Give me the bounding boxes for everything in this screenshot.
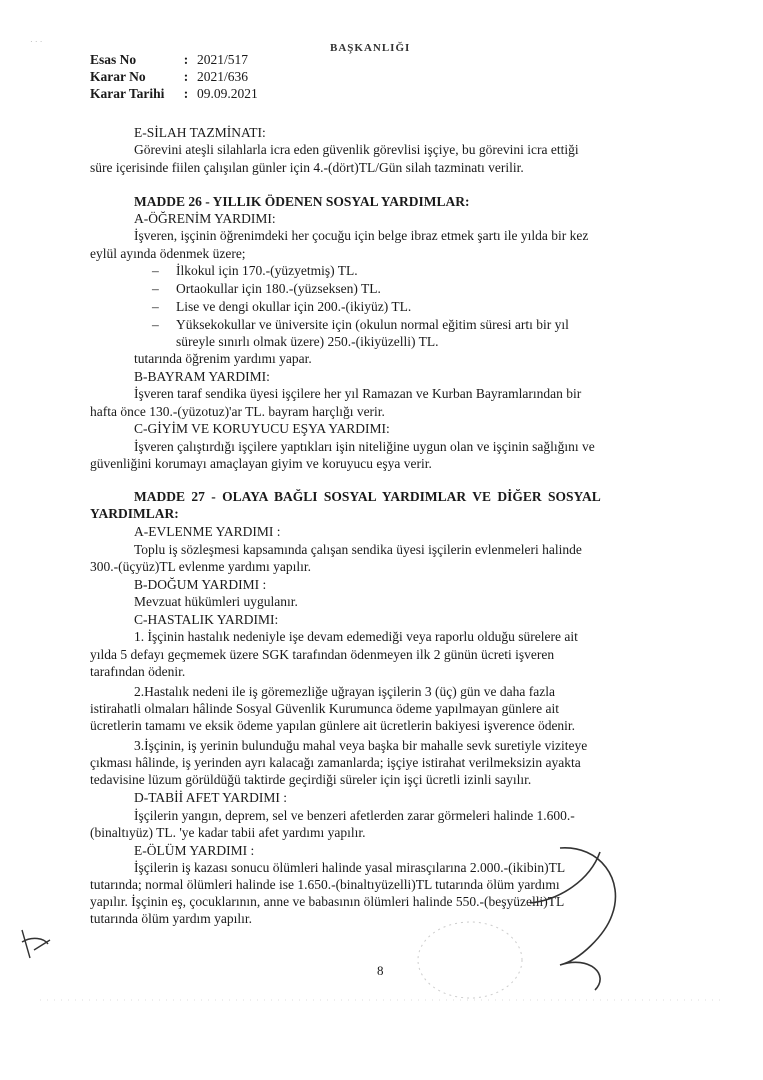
- paragraph-line: İşveren taraf sendika üyesi işçilere her yıl Ramazan ve Kurban Bayramlarından bir: [134, 386, 582, 401]
- section-heading: E-SİLAH TAZMİNATI:: [134, 125, 266, 140]
- paragraph-line: Toplu iş sözleşmesi kapsamında çalışan sendika üyesi işçilerin evlenmeleri halinde: [134, 542, 582, 557]
- section-heading: E-ÖLÜM YARDIMI :: [134, 843, 255, 858]
- paragraph-line: yapılır. İşçinin eş, çocuklarının, anne ve babasının ölümleri halinde 550.-(beşyüzelli)TL: [90, 894, 565, 909]
- colon: :: [183, 52, 189, 67]
- section-heading: A-ÖĞRENİM YARDIMI:: [134, 211, 276, 226]
- section-heading: C-GİYİM VE KORUYUCU EŞYA YARDIMI:: [134, 421, 390, 436]
- handwritten-signature-icon: [530, 848, 615, 990]
- paragraph-line: İşveren çalıştırdığı işçilere yaptıkları işin niteliğine uygun olan ve işçinin sağlığını ve: [134, 439, 595, 454]
- list-item-text: Ortaokullar için 180.-(yüzseksen) TL.: [176, 281, 381, 296]
- paragraph-line: tutarında öğrenim yardımı yapar.: [134, 351, 312, 366]
- handwritten-initials-icon: [22, 930, 50, 958]
- paragraph-line: 300.-(üçyüz)TL evlenme yardımı yapılır.: [90, 559, 312, 574]
- tarih-value: 09.09.2021: [197, 86, 258, 101]
- faded-stamp-icon: [418, 922, 522, 998]
- article-heading: MADDE 27 - OLAYA BAĞLI SOSYAL YARDIMLAR VE DİĞER SOSYAL: [134, 489, 601, 504]
- page-number: 8: [377, 963, 384, 978]
- paragraph-line: İşveren, işçinin öğrenimdeki her çocuğu için belge ibraz etmek şartı ile yılda bir kez: [134, 228, 589, 243]
- paragraph-line: çıkması hâlinde, iş yerinden ayrı kalacağı zamanlarda; işçiye istirahat verilmeksizin ayakta: [90, 755, 581, 770]
- article-heading-continued: YARDIMLAR:: [90, 506, 179, 521]
- section-heading: A-EVLENME YARDIMI :: [134, 524, 281, 539]
- bullet: –: [152, 317, 159, 332]
- paragraph-line: güvenliğini korumayı amaçlayan giyim ve koruyucu eşya verir.: [90, 456, 432, 471]
- paragraph-line: süre içerisinde fiilen çalışılan günler için 4.-(dört)TL/Gün silah tazminatı verilir.: [90, 160, 524, 175]
- paragraph-line: (binaltıyüz) TL. 'ye kadar tabii afet yardımı yapılır.: [90, 825, 366, 840]
- esas-label: Esas No: [90, 52, 137, 67]
- article-heading: MADDE 26 - YILLIK ÖDENEN SOSYAL YARDIMLAR:: [134, 194, 470, 209]
- section-heading: C-HASTALIK YARDIMI:: [134, 612, 279, 627]
- paragraph-line: Mevzuat hükümleri uygulanır.: [134, 594, 298, 609]
- paragraph-line: 1. İşçinin hastalık nedeniyle işe devam edemediği veya raporlu olduğu sürelere ait: [134, 629, 578, 644]
- paragraph-line: Görevini ateşli silahlarla icra eden güvenlik görevlisi işçiye, bu görevini icra ettiği: [134, 142, 579, 157]
- paragraph-line: hafta önce 130.-(yüzotuz)'ar TL. bayram harçlığı verir.: [90, 404, 385, 419]
- paragraph-line: tarafından ödenir.: [90, 664, 186, 679]
- tarih-label: Karar Tarihi: [90, 86, 165, 101]
- section-heading: D-TABİİ AFET YARDIMI :: [134, 790, 288, 805]
- list-item-text: Yüksekokullar ve üniversite için (okulun normal eğitim süresi artı bir yıl: [176, 317, 569, 332]
- paragraph-line: İşçilerin yangın, deprem, sel ve benzeri afetlerden zarar görmeleri halinde 1.600.-: [134, 808, 575, 823]
- colon: :: [183, 69, 189, 84]
- bullet: –: [152, 263, 159, 278]
- karar-value: 2021/636: [197, 69, 249, 84]
- paragraph-line: İşçilerin iş kazası sonucu ölümleri halinde yasal mirasçılarına 2.000.-(ikibin)TL: [134, 860, 566, 875]
- header-top-title: BAŞKANLIĞI: [330, 42, 411, 54]
- paragraph-line: tutarında; normal ölümleri halinde ise 1.650.-(binaltıyüzelli)TL tutarında ölüm yardımı: [90, 877, 560, 892]
- paragraph-line: istirahatli olmaları hâlinde Sosyal Güvenlik Kurumunca ödeme yapılmayan günlere ait: [90, 701, 559, 716]
- list-item-text: İlkokul için 170.-(yüzyetmiş) TL.: [176, 263, 358, 278]
- paragraph-line: ücretlerin tamamı ve eksik ödeme yapılan günlere ait ücretlerin bakiyesi işverence ödenir.: [90, 718, 576, 733]
- paragraph-line: tedavisine lüzum görüldüğü taktirde geçirdiği süreler için işçi ücretli izinli sayılır.: [90, 772, 532, 787]
- list-item-continued: süreyle sınırlı olmak üzere) 250.-(ikiyüzelli) TL.: [176, 334, 439, 349]
- paragraph-line: 2.Hastalık nedeni ile iş göremezliğe uğrayan işçilerin 3 (üç) gün ve daha fazla: [134, 684, 555, 699]
- scan-corner-mark: · · ·: [30, 37, 43, 46]
- karar-label: Karar No: [90, 69, 146, 84]
- paragraph-line: 3.İşçinin, iş yerinin bulunduğu mahal veya başka bir mahalle sevk suretiyle viziteye: [134, 738, 588, 753]
- colon: :: [183, 86, 189, 101]
- bullet: –: [152, 281, 159, 296]
- paragraph-line: eylül ayında ödenmek üzere;: [90, 246, 246, 261]
- section-heading: B-DOĞUM YARDIMI :: [134, 577, 267, 592]
- esas-value: 2021/517: [197, 52, 249, 67]
- section-heading: B-BAYRAM YARDIMI:: [134, 369, 270, 384]
- paragraph-line: tutarında ölüm yardım yapılır.: [90, 911, 252, 926]
- bullet: –: [152, 299, 159, 314]
- paragraph-line: yılda 5 defayı geçmemek üzere SGK tarafından ödenmeyen ilk 2 günün ücreti işveren: [90, 647, 555, 662]
- list-item-text: Lise ve dengi okullar için 200.-(ikiyüz) TL.: [176, 299, 412, 314]
